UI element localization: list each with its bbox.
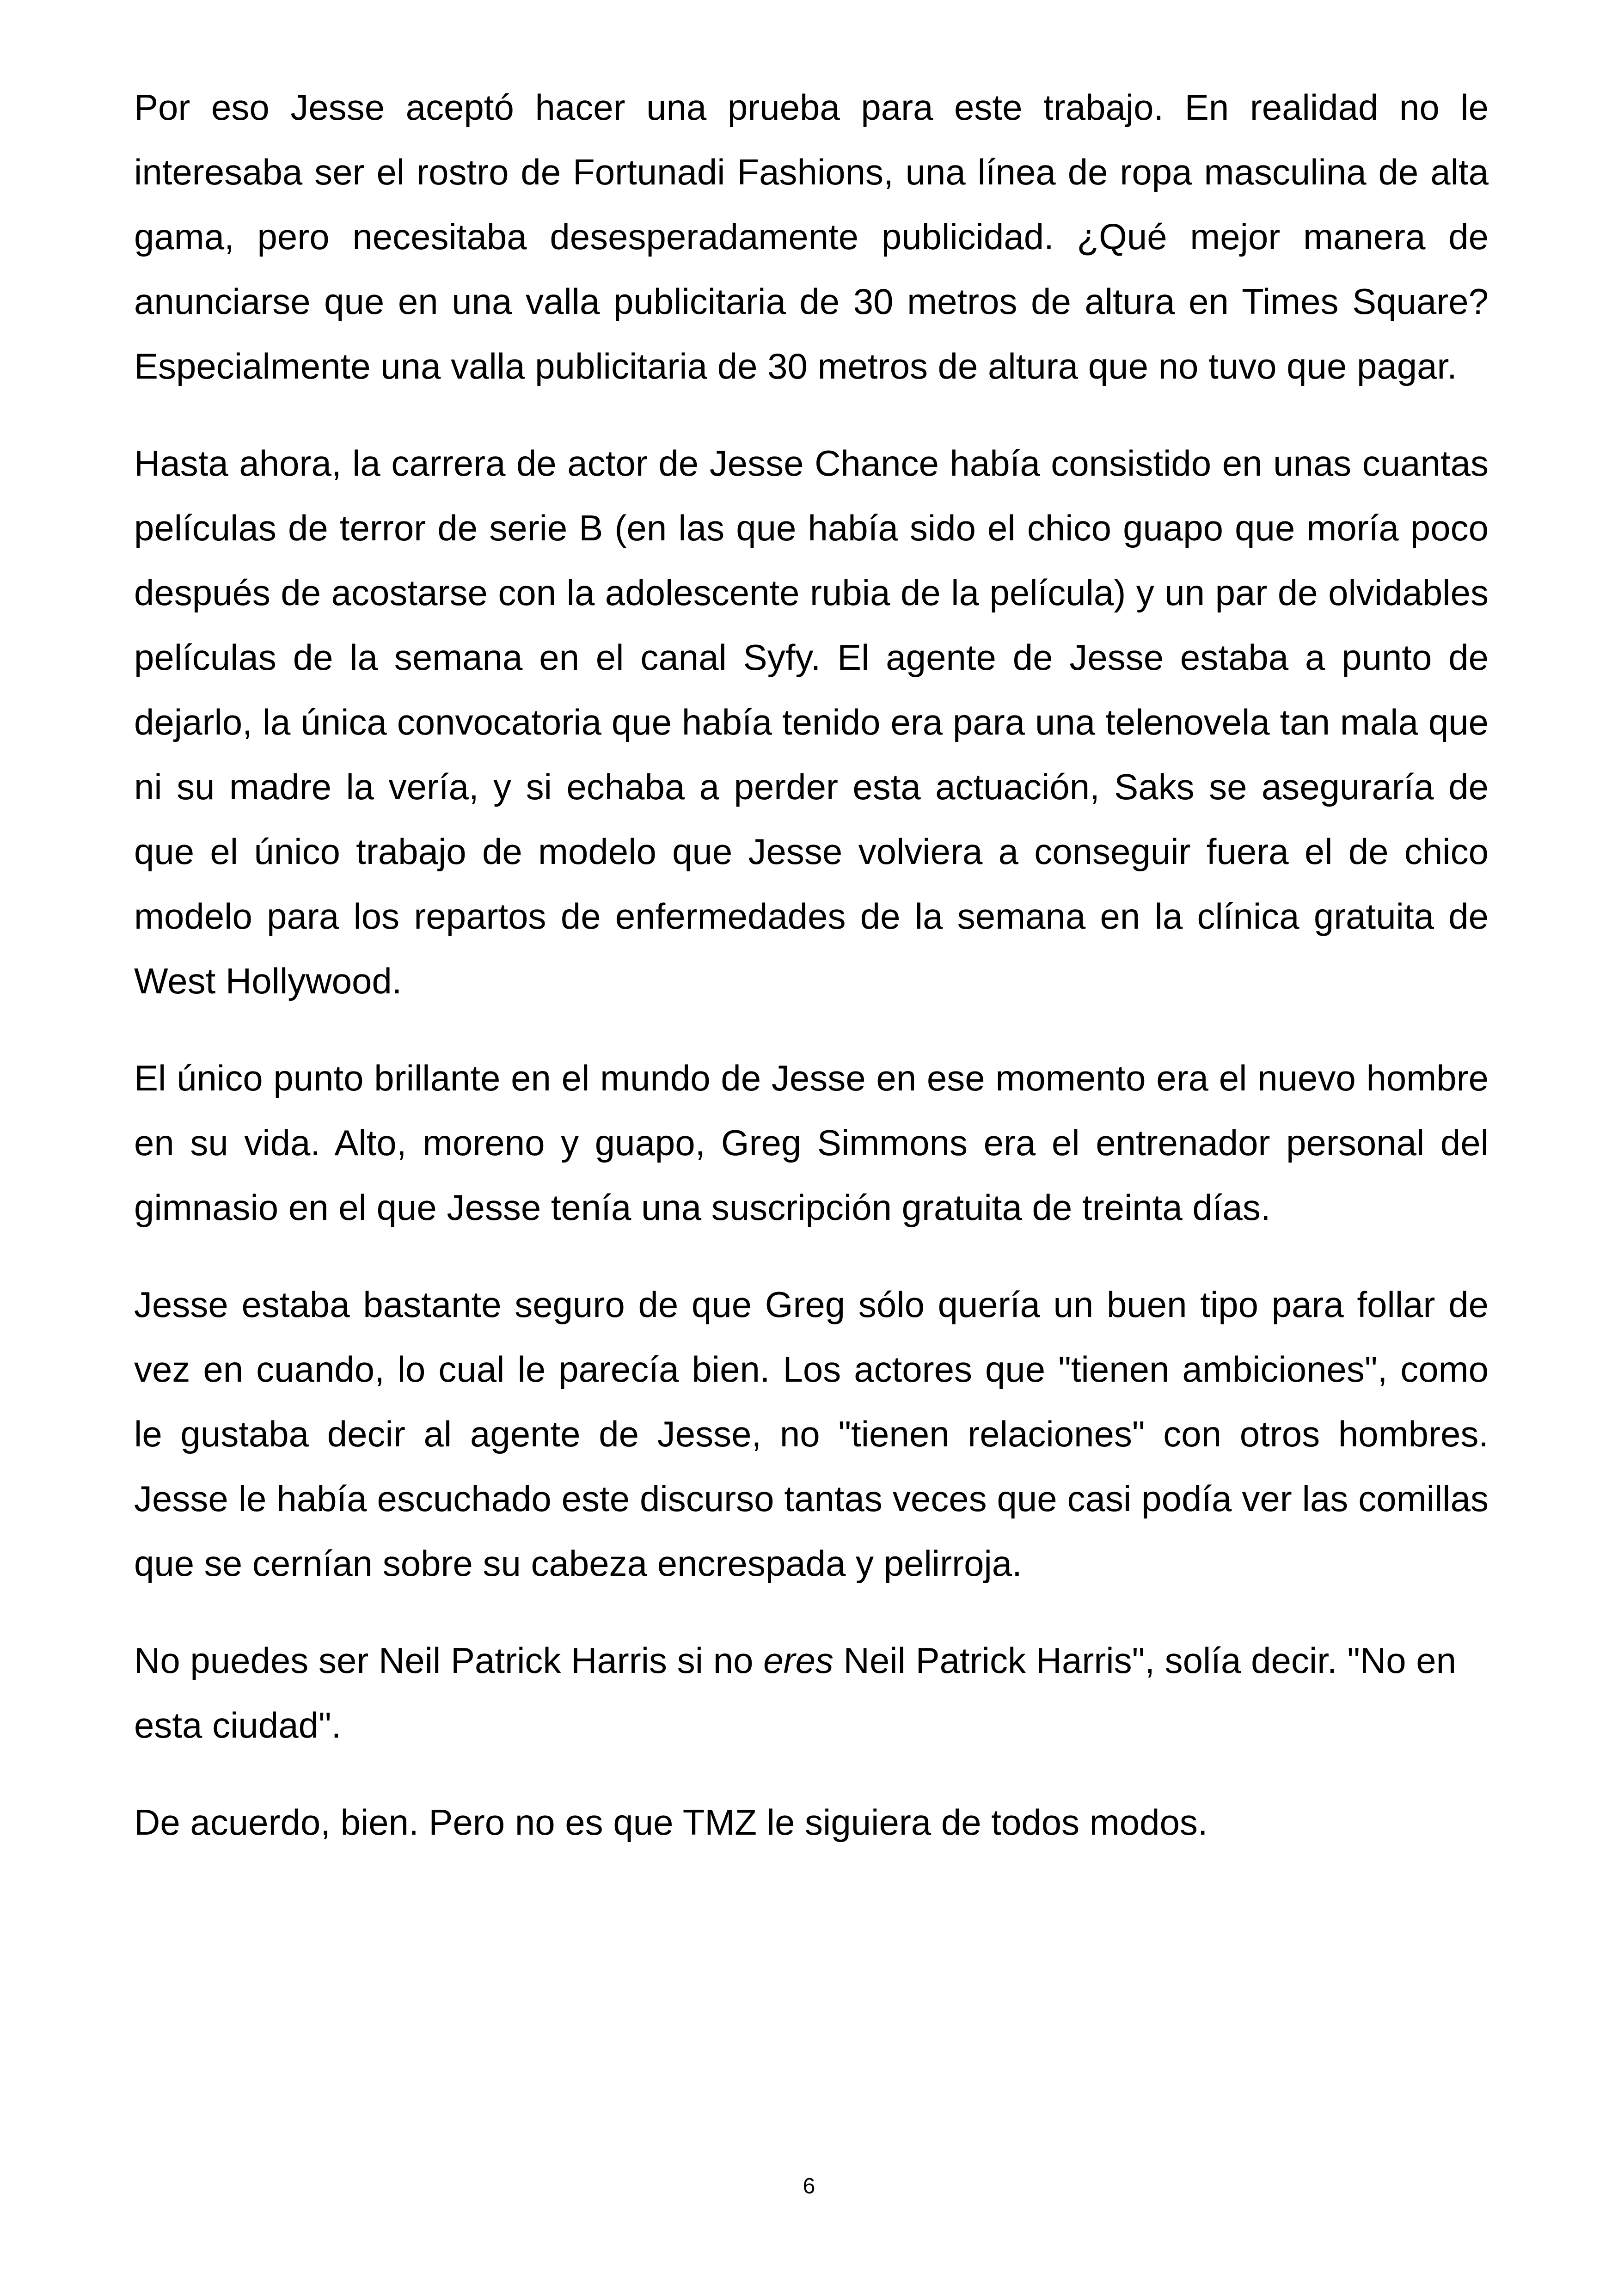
quote-emphasis: eres — [763, 1640, 834, 1681]
page-number: 6 — [803, 2174, 815, 2198]
body-text — [134, 75, 1489, 1887]
paragraph: Hasta ahora, la carrera de actor de Jesse Chance había consistido en unas cuantas películas de terror de serie B (en las que había sido el chico guapo que moría poco después de acostarse con la adolescente rubia de la película) y un par de olvidables películas de la semana en el canal Syfy. El agente de Jesse estaba a punto de dejarlo, la única convocatoria que había tenido era para una telenovela tan mala que ni su madre la vería, y si echaba a perder esta actuación, Saks se aseguraría de que el único trabajo de modelo que Jesse volviera a conseguir fuera el de chico modelo para los repartos de enfermedades de la semana en la clínica gratuita de West Hollywood. — [134, 443, 1489, 1001]
quote-paragraph — [134, 1628, 1489, 1757]
paragraph: El único punto brillante en el mundo de Jesse en ese momento era el nuevo hombre en su vida. Alto, moreno y guapo, Greg Simmons era el entrenador personal del gimnasio en el que Jesse tenía una suscripción gratuita de treinta días. — [134, 1058, 1489, 1228]
closing-paragraph: De acuerdo, bien. Pero no es que TMZ le siguiera de todos modos. — [134, 1802, 1208, 1843]
quote-text-end: Neil Patrick Harris", solía decir. "No en esta ciudad". — [134, 1640, 1457, 1745]
paragraph: Por eso Jesse aceptó hacer una prueba para este trabajo. En realidad no le interesaba ser el rostro de Fortunadi Fashions, una línea de ropa masculina de alta gama, pero necesitaba desesperadamente publicidad. ¿Qué mejor manera de anunciarse que en una valla publicitaria de 30 metros de altura en Times Square? Especialmente una valla publicitaria de 30 metros de altura que no tuvo que pagar. — [134, 87, 1489, 386]
paragraph: Jesse estaba bastante seguro de que Greg sólo quería un buen tipo para follar de vez en cuando, lo cual le parecía bien. Los actores que "tienen ambiciones", como le gustaba decir al agente de Jesse, no "tienen relaciones" con otros hombres. Jesse le había escuchado este discurso tantas veces que casi podía ver las comillas que se cernían sobre su cabeza encrespada y pelirroja. — [134, 1284, 1489, 1584]
quote-text-start: No puedes ser Neil Patrick Harris si no — [134, 1640, 764, 1681]
